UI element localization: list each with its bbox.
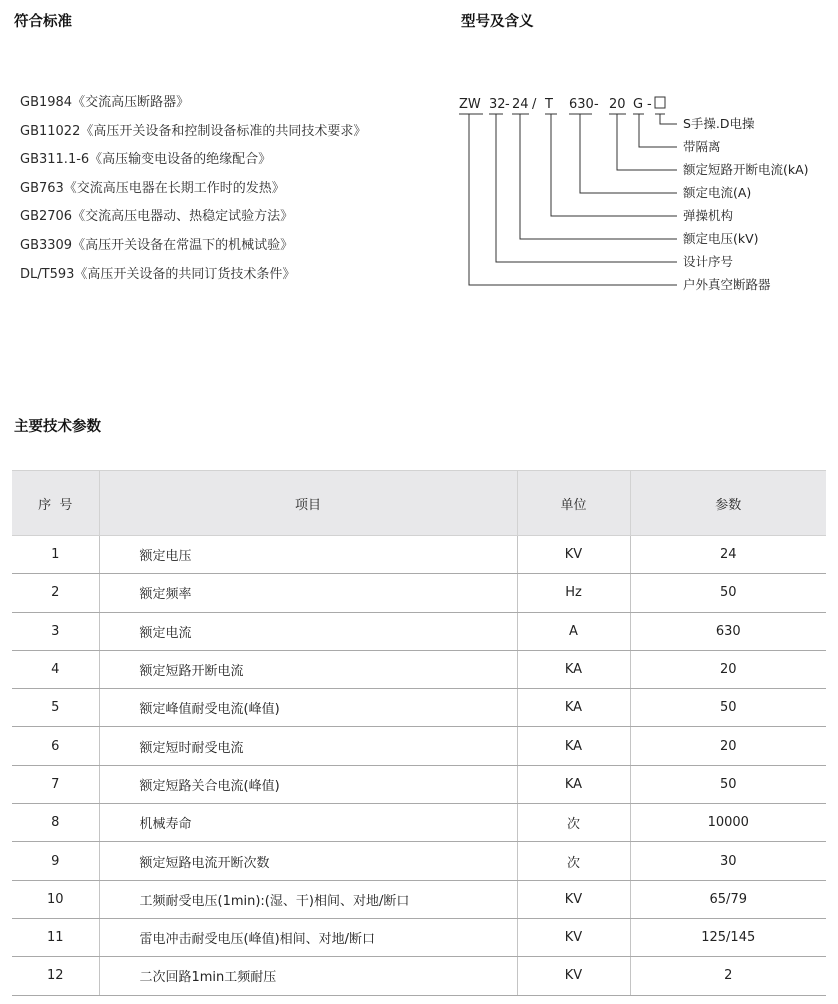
header-value: 参数	[630, 471, 826, 536]
cell-item: 额定频率	[99, 574, 517, 612]
cell-unit: KA	[517, 689, 630, 727]
tech-params-table	[12, 470, 826, 996]
standard-item: GB11022《高压开关设备和控制设备标准的共同技术要求》	[20, 123, 367, 139]
code-part-slash: /	[532, 97, 537, 112]
cell-value: 20	[630, 650, 826, 688]
cell-unit: KA	[517, 727, 630, 765]
standard-item: GB1984《交流高压断路器》	[20, 95, 190, 110]
cell-no: 1	[12, 536, 99, 574]
header-item: 项目	[99, 471, 517, 536]
tech-params-title: 主要技术参数	[14, 419, 101, 435]
cell-no: 10	[12, 880, 99, 918]
leader-line	[639, 114, 677, 147]
meaning-rated-current: 额定电流(A)	[683, 185, 752, 200]
model-title: 型号及含义	[461, 14, 534, 30]
meaning-series: 户外真空断路器	[683, 277, 771, 292]
code-part-current: 630	[569, 97, 594, 112]
cell-unit: 次	[517, 842, 630, 880]
cell-item: 额定短路电流开断次数	[99, 842, 517, 880]
leader-line	[520, 114, 677, 239]
table-row	[12, 842, 826, 880]
standards-title: 符合标准	[14, 14, 72, 30]
cell-value: 630	[630, 612, 826, 650]
cell-value: 50	[630, 574, 826, 612]
standard-item: GB763《交流高压电器在长期工作时的发热》	[20, 180, 285, 196]
cell-item: 额定短路开断电流	[99, 650, 517, 688]
model-code-diagram	[455, 88, 815, 296]
cell-no: 5	[12, 689, 99, 727]
meaning-operation: S手操.D电操	[683, 116, 755, 131]
cell-item: 雷电冲击耐受电压(峰值)相间、对地/断口	[99, 918, 517, 956]
cell-item: 机械寿命	[99, 804, 517, 842]
cell-item: 额定电流	[99, 612, 517, 650]
meaning-design-no: 设计序号	[683, 254, 734, 269]
table-header-row	[12, 471, 826, 536]
cell-item: 工频耐受电压(1min):(湿、干)相间、对地/断口	[99, 880, 517, 918]
standard-item: GB311.1-6《高压输变电设备的绝缘配合》	[20, 152, 272, 168]
cell-unit: KV	[517, 536, 630, 574]
cell-value: 50	[630, 765, 826, 803]
cell-unit: Hz	[517, 574, 630, 612]
cell-unit: KA	[517, 650, 630, 688]
cell-unit: 次	[517, 804, 630, 842]
cell-value: 50	[630, 689, 826, 727]
cell-no: 12	[12, 957, 99, 995]
cell-value: 20	[630, 727, 826, 765]
cell-no: 3	[12, 612, 99, 650]
table-row	[12, 650, 826, 688]
header-unit: 单位	[517, 471, 630, 536]
code-part-mechanism: T	[545, 97, 553, 112]
cell-item: 额定电压	[99, 536, 517, 574]
cell-no: 9	[12, 842, 99, 880]
cell-unit: KV	[517, 957, 630, 995]
cell-unit: KA	[517, 765, 630, 803]
header-no: 序 号	[12, 471, 99, 536]
cell-value: 2	[630, 957, 826, 995]
standard-item: GB3309《高压开关设备在常温下的机械试验》	[20, 237, 294, 253]
table-row	[12, 918, 826, 956]
leader-line	[496, 114, 677, 262]
code-part-design: 32	[489, 97, 506, 112]
meaning-mechanism: 弹操机构	[683, 208, 734, 223]
cell-unit: KV	[517, 918, 630, 956]
cell-no: 11	[12, 918, 99, 956]
standard-item: DL/T593《高压开关设备的共同订货技术条件》	[20, 266, 296, 282]
cell-unit: KV	[517, 880, 630, 918]
cell-value: 10000	[630, 804, 826, 842]
table-row	[12, 880, 826, 918]
code-part-dash: -	[505, 97, 510, 112]
table-row	[12, 804, 826, 842]
cell-item: 额定短时耐受电流	[99, 727, 517, 765]
cell-no: 6	[12, 727, 99, 765]
table-row	[12, 957, 826, 995]
leader-line	[580, 114, 677, 193]
code-part-dash: -	[594, 97, 599, 112]
table-row	[12, 689, 826, 727]
code-part-isolation: G	[633, 97, 644, 112]
cell-no: 8	[12, 804, 99, 842]
cell-value: 24	[630, 536, 826, 574]
operation-placeholder-box	[655, 97, 665, 108]
meaning-break-current: 额定短路开断电流(kA)	[683, 162, 809, 177]
standard-item: GB2706《交流高压电器动、热稳定试验方法》	[20, 209, 294, 225]
cell-no: 7	[12, 765, 99, 803]
cell-item: 二次回路1min工频耐压	[99, 957, 517, 995]
leader-line	[469, 114, 677, 285]
cell-item: 额定峰值耐受电流(峰值)	[99, 689, 517, 727]
code-part-series: ZW	[459, 97, 481, 112]
table-row	[12, 612, 826, 650]
leader-line	[617, 114, 677, 170]
table-row	[12, 765, 826, 803]
code-part-voltage: 24	[512, 97, 529, 112]
standards-list	[20, 91, 366, 291]
cell-unit: A	[517, 612, 630, 650]
cell-value: 125/145	[630, 918, 826, 956]
cell-value: 65/79	[630, 880, 826, 918]
cell-no: 2	[12, 574, 99, 612]
table-row	[12, 536, 826, 574]
leader-line	[551, 114, 677, 216]
table-row	[12, 727, 826, 765]
cell-no: 4	[12, 650, 99, 688]
leader-line	[660, 114, 677, 124]
meaning-isolation: 带隔离	[683, 139, 721, 154]
cell-item: 额定短路关合电流(峰值)	[99, 765, 517, 803]
meaning-rated-voltage: 额定电压(kV)	[683, 231, 759, 246]
cell-value: 30	[630, 842, 826, 880]
code-part-dash: -	[647, 97, 652, 112]
code-part-break-current: 20	[609, 97, 626, 112]
table-row	[12, 574, 826, 612]
